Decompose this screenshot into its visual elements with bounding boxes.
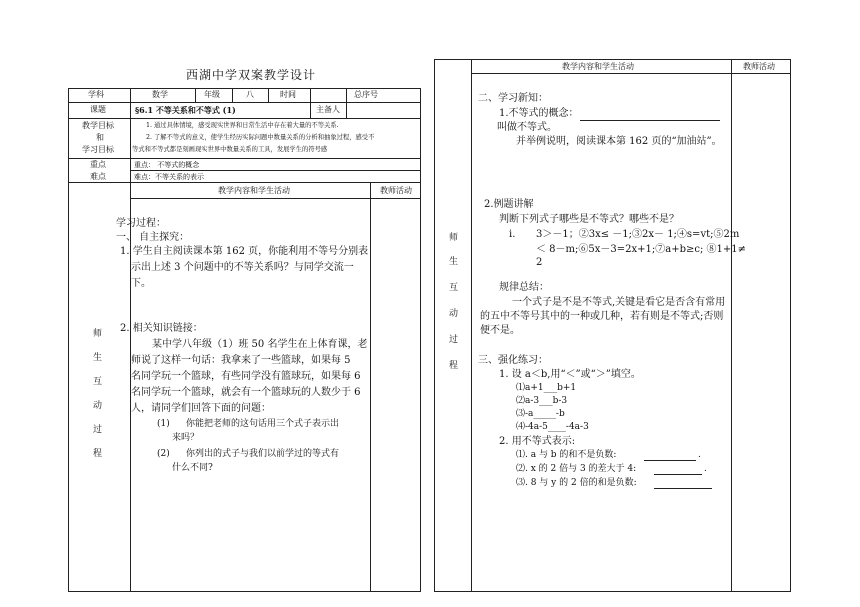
goals-label-2: 和 — [96, 133, 104, 142]
example-question: 判断下列式子哪些是不等式？哪些不是？ — [499, 214, 679, 225]
example-number: i. — [509, 229, 516, 240]
table-border-bottom — [434, 591, 791, 592]
col-line — [471, 59, 472, 592]
item2-title: 2. 相关知识链接： — [120, 323, 203, 334]
goals-label-3: 学习目标 — [82, 145, 114, 154]
question-2-line: 什么不同? — [172, 463, 213, 473]
question-1-number: (1) — [157, 419, 170, 429]
exercise-2-item: ⑶. 8 与 y 的 2 倍的和是负数: — [516, 478, 637, 488]
exercise-2-blank[interactable] — [654, 474, 702, 475]
row-line — [68, 118, 420, 119]
grade-value: 八 — [246, 90, 254, 99]
item1-line: 1. 学生自主阅读课本第 162 页，你能利用不等号分别表 — [120, 246, 369, 257]
col-line — [731, 59, 732, 592]
side-char: 互 — [449, 283, 459, 293]
question-2-number: (2) — [157, 449, 170, 459]
difficulty-label: 难点 — [90, 172, 106, 181]
question-2-line: 你列出的式子与我们以前学过的等式有 — [186, 449, 340, 459]
exercise-1-item: ⑶-a_____-b — [516, 409, 565, 419]
subject-value: 数学 — [152, 90, 168, 99]
subject-label: 学科 — [88, 90, 104, 99]
rule-line: 的五中不等号其中的一种或几种，若有则是不等式;否则 — [480, 311, 724, 322]
time-label: 时间 — [280, 90, 296, 99]
table-border-bottom — [68, 591, 421, 592]
table-border-right — [420, 88, 421, 592]
item2-line: 师说了这样一句话：我拿来了一些篮球，如果每 5 — [131, 355, 351, 366]
row-line — [68, 182, 420, 183]
side-char: 程 — [93, 449, 103, 459]
col-line — [346, 88, 347, 119]
exercise-2-item: ⑴. a 与 b 的和不是负数: — [516, 450, 617, 460]
col-line — [232, 88, 233, 103]
rule-line: 便不是。 — [480, 325, 520, 336]
grade-label: 年级 — [204, 90, 220, 99]
doc-title: 西湖中学双案教学设计 — [186, 68, 317, 82]
rule-line: 一个式子是不是不等式,关键是看它是否含有常用 — [512, 297, 726, 308]
col-header-main: 教学内容和学生活动 — [218, 186, 290, 195]
side-char: 过 — [449, 335, 459, 345]
item2-line: 某中学八年级（1）班 50 名学生在上体育课，老 — [152, 339, 368, 350]
goal-1: 1. 通过具体情境，感受现实世界和日常生活中存在着大量的不等关系. — [146, 122, 339, 129]
concept-prompt: 1.不等式的概念： — [499, 108, 579, 119]
goal-2a: 2. 了解不等式的意义，使学生经历实际问题中数量关系的分析和抽象过程，感受不 — [146, 134, 375, 141]
section-new-knowledge: 二、学习新知： — [478, 93, 548, 104]
serial-label: 总序号 — [354, 90, 378, 99]
table-border-left — [68, 88, 69, 592]
exercise-2-end: . — [698, 450, 701, 460]
col-line — [130, 88, 131, 592]
exercise-2-blank[interactable] — [654, 488, 712, 489]
exercise-1-title: 1. 设 a＜b,用“＜”或“＞”填空。 — [499, 369, 641, 380]
col-header-main: 教学内容和学生活动 — [562, 62, 634, 71]
col-line — [268, 88, 269, 103]
exercise-2-end: . — [704, 464, 707, 474]
key-value: 重点： 不等式的概念 — [134, 161, 200, 169]
side-char: 生 — [449, 257, 459, 267]
exercise-1-item: ⑷-4a-5____-4a-3 — [516, 422, 589, 432]
side-char: 程 — [449, 361, 459, 371]
preparer-label: 主备人 — [316, 105, 340, 114]
item2-line: 名同学玩一个篮球，有些同学没有篮球玩，如果每 6 — [131, 371, 361, 382]
section-practice: 三、强化练习： — [478, 355, 548, 366]
example-line: ＜ 8－m;⑥5x－3=2x+1;⑦a+b≥c; ⑧1+1≠ — [536, 244, 746, 255]
goal-2b: 等式和不等式都是刻画现实世界中数量关系的工具，发展学生的符号感 — [132, 146, 328, 153]
row-line — [471, 73, 790, 74]
section-self-explore: 一、 自主探究： — [116, 232, 190, 243]
exercise-2-title: 2. 用不等式表示: — [499, 436, 576, 447]
item2-line: 人，请同学们回答下面的问题： — [131, 403, 271, 414]
table-border-top — [68, 88, 420, 89]
table-border-left — [434, 59, 435, 592]
col-line — [310, 88, 311, 119]
row-line — [68, 158, 420, 159]
rule-title: 规律总结： — [499, 282, 549, 293]
col-header-teacher: 教师活动 — [380, 186, 412, 195]
exercise-1-item: ⑵a-3___b-3 — [516, 396, 568, 406]
process-title: 学习过程： — [116, 218, 166, 229]
table-border-top — [434, 59, 790, 60]
difficulty-value: 难点：不等关系的表示 — [134, 173, 204, 181]
concept-suffix: 叫做不等式。 — [497, 122, 557, 133]
item1-line: 下。 — [131, 278, 151, 289]
exercise-1-item: ⑴a+1___b+1 — [516, 383, 577, 393]
topic-value: §6.1 不等关系和不等式 (1) — [135, 105, 236, 115]
row-line — [130, 170, 420, 171]
example-line: 2 — [536, 257, 543, 268]
question-1-line: 来吗？ — [172, 433, 200, 443]
table-border-right — [790, 59, 791, 592]
exercise-2-item: ⑵. x 的 2 倍与 3 的差大于 4: — [516, 464, 637, 474]
side-char: 师 — [93, 329, 103, 339]
key-label: 重点 — [90, 160, 106, 169]
row-line — [130, 198, 420, 199]
col-header-teacher: 教师活动 — [743, 62, 775, 71]
col-line — [195, 88, 196, 103]
row-line — [68, 102, 420, 103]
side-char: 动 — [93, 401, 103, 411]
side-char: 生 — [93, 353, 103, 363]
concept-answer-blank[interactable] — [580, 120, 720, 121]
example-line: 3＞－1；②3x≤ －1;③2x－ 1;④s=vt;⑤2m — [536, 229, 740, 240]
topic-label: 课题 — [90, 105, 106, 114]
col-line — [370, 182, 371, 592]
side-char: 互 — [93, 377, 103, 387]
example-title: 2.例题讲解 — [484, 199, 534, 210]
side-char: 过 — [93, 425, 103, 435]
item1-line: 示出上述 3 个问题中的不等关系吗？与同学交流一 — [131, 262, 354, 273]
concept-example: 并举例说明，阅读课本第 162 页的“加油站”。 — [516, 136, 722, 147]
side-char: 师 — [449, 233, 459, 243]
goals-label-1: 教学目标 — [82, 121, 114, 130]
question-1-line: 你能把老师的这句话用三个式子表示出 — [186, 419, 340, 429]
item2-line: 名同学玩一个篮球，就会有一个篮球玩的人数少于 6 — [131, 387, 361, 398]
side-char: 动 — [449, 309, 459, 319]
exercise-2-blank[interactable] — [644, 460, 696, 461]
